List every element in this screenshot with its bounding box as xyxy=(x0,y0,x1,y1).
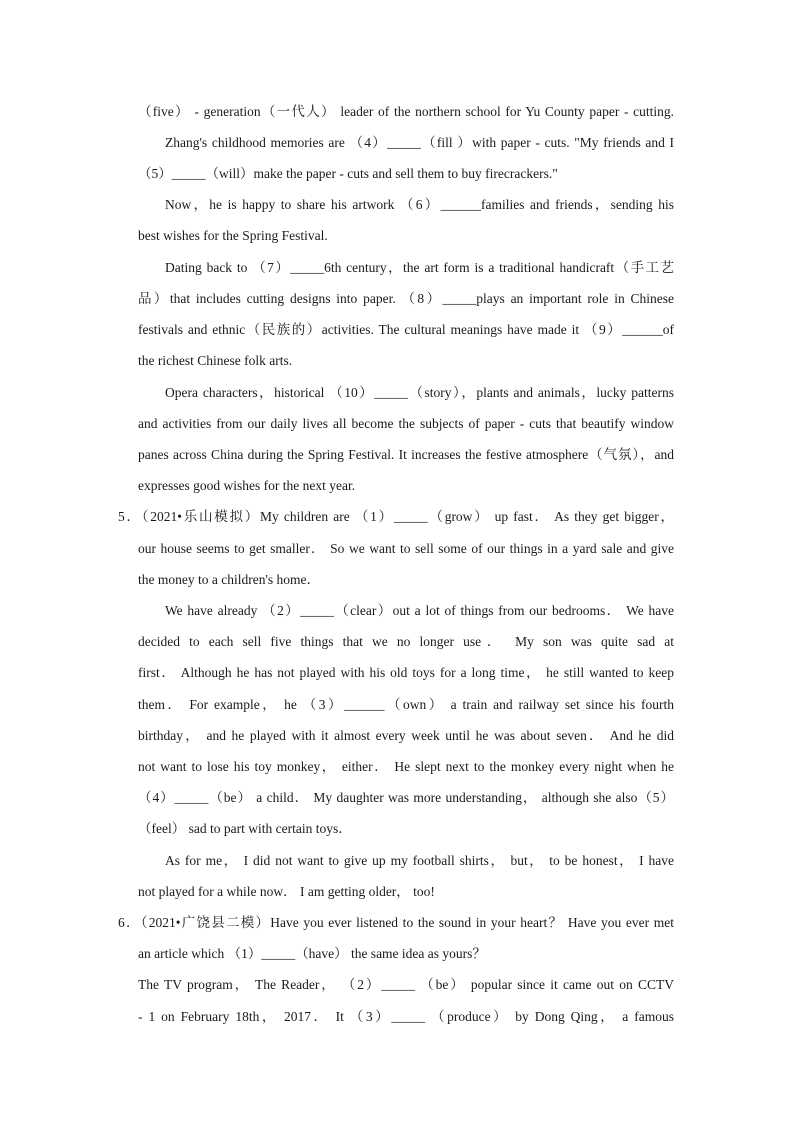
text-line: （5）_____（will）make the paper - cuts and sell them to buy firecrackers." xyxy=(138,166,558,181)
text-line: and activities from our daily lives all become the subjects of paper - cuts that beautify window xyxy=(138,416,674,431)
text-line: panes across China during the Spring Festival. It increases the festive atmosphere（气氛），and xyxy=(138,447,674,462)
text-line: festivals and ethnic（民族的）activities. The cultural meanings have made it （9）______of xyxy=(138,322,674,337)
text-line: not played for a while now． I am getting older， too! xyxy=(138,884,435,899)
text-line: 品）that includes cutting designs into paper. （8）_____plays an important role in Chinese xyxy=(138,291,674,306)
text-line: - 1 on February 18th， 2017． It （3）_____ （produce） by Dong Qing， a famous xyxy=(138,1009,674,1024)
question-6-heading: 6．（2021•广饶县二模）Have you ever listened to the sound in your heart？ Have you ever met xyxy=(118,915,674,930)
text-line: Dating back to （7）_____6th century，the art form is a traditional handicraft（手工艺 xyxy=(165,260,674,275)
text-line: Now，he is happy to share his artwork （6）______families and friends，sending his xyxy=(165,197,674,212)
text-line: Zhang's childhood memories are （4）_____（fill ）with paper - cuts. "My friends and I xyxy=(165,135,674,150)
text-line: our house seems to get smaller． So we want to sell some of our things in a yard sale and give xyxy=(138,541,674,556)
text-line: （feel） sad to part with certain toys． xyxy=(138,821,352,836)
text-line: We have already （2）_____（clear）out a lot of things from our bedrooms． We have xyxy=(165,603,674,618)
text-line: expresses good wishes for the next year. xyxy=(138,478,356,493)
text-line: them． For example， he （3）______（own） a train and railway set since his fourth xyxy=(138,697,674,712)
question-5-heading: 5．（2021•乐山模拟）My children are （1）_____（grow） up fast． As they get bigger， xyxy=(118,509,674,524)
text-line: The TV program， The Reader， （2）_____ （be） popular since it came out on CCTV xyxy=(138,977,674,992)
text-line: the money to a children's home． xyxy=(138,572,321,587)
text-line: （five） - generation（一代人） leader of the northern school for Yu County paper - cutting. xyxy=(138,104,674,119)
text-line: best wishes for the Spring Festival. xyxy=(138,228,328,243)
text-line: birthday， and he played with it almost every week until he was about seven． And he did xyxy=(138,728,674,743)
text-line: decided to each sell five things that we no longer use． My son was quite sad at xyxy=(138,634,674,649)
text-line: first． Although he has not played with his old toys for a long time， he still wanted to keep xyxy=(138,665,674,680)
text-line: As for me， I did not want to give up my football shirts， but， to be honest， I have xyxy=(165,853,674,868)
text-line: an article which （1）_____（have） the same idea as yours？ xyxy=(138,946,486,961)
text-line: Opera characters，historical （10）_____（story），plants and animals，lucky patterns xyxy=(165,385,674,400)
text-line: the richest Chinese folk arts. xyxy=(138,353,293,368)
text-line: not want to lose his toy monkey， either． He slept next to the monkey every night when he xyxy=(138,759,674,774)
text-line: （4）_____（be） a child． My daughter was more understanding， although she also（5） xyxy=(138,790,674,805)
